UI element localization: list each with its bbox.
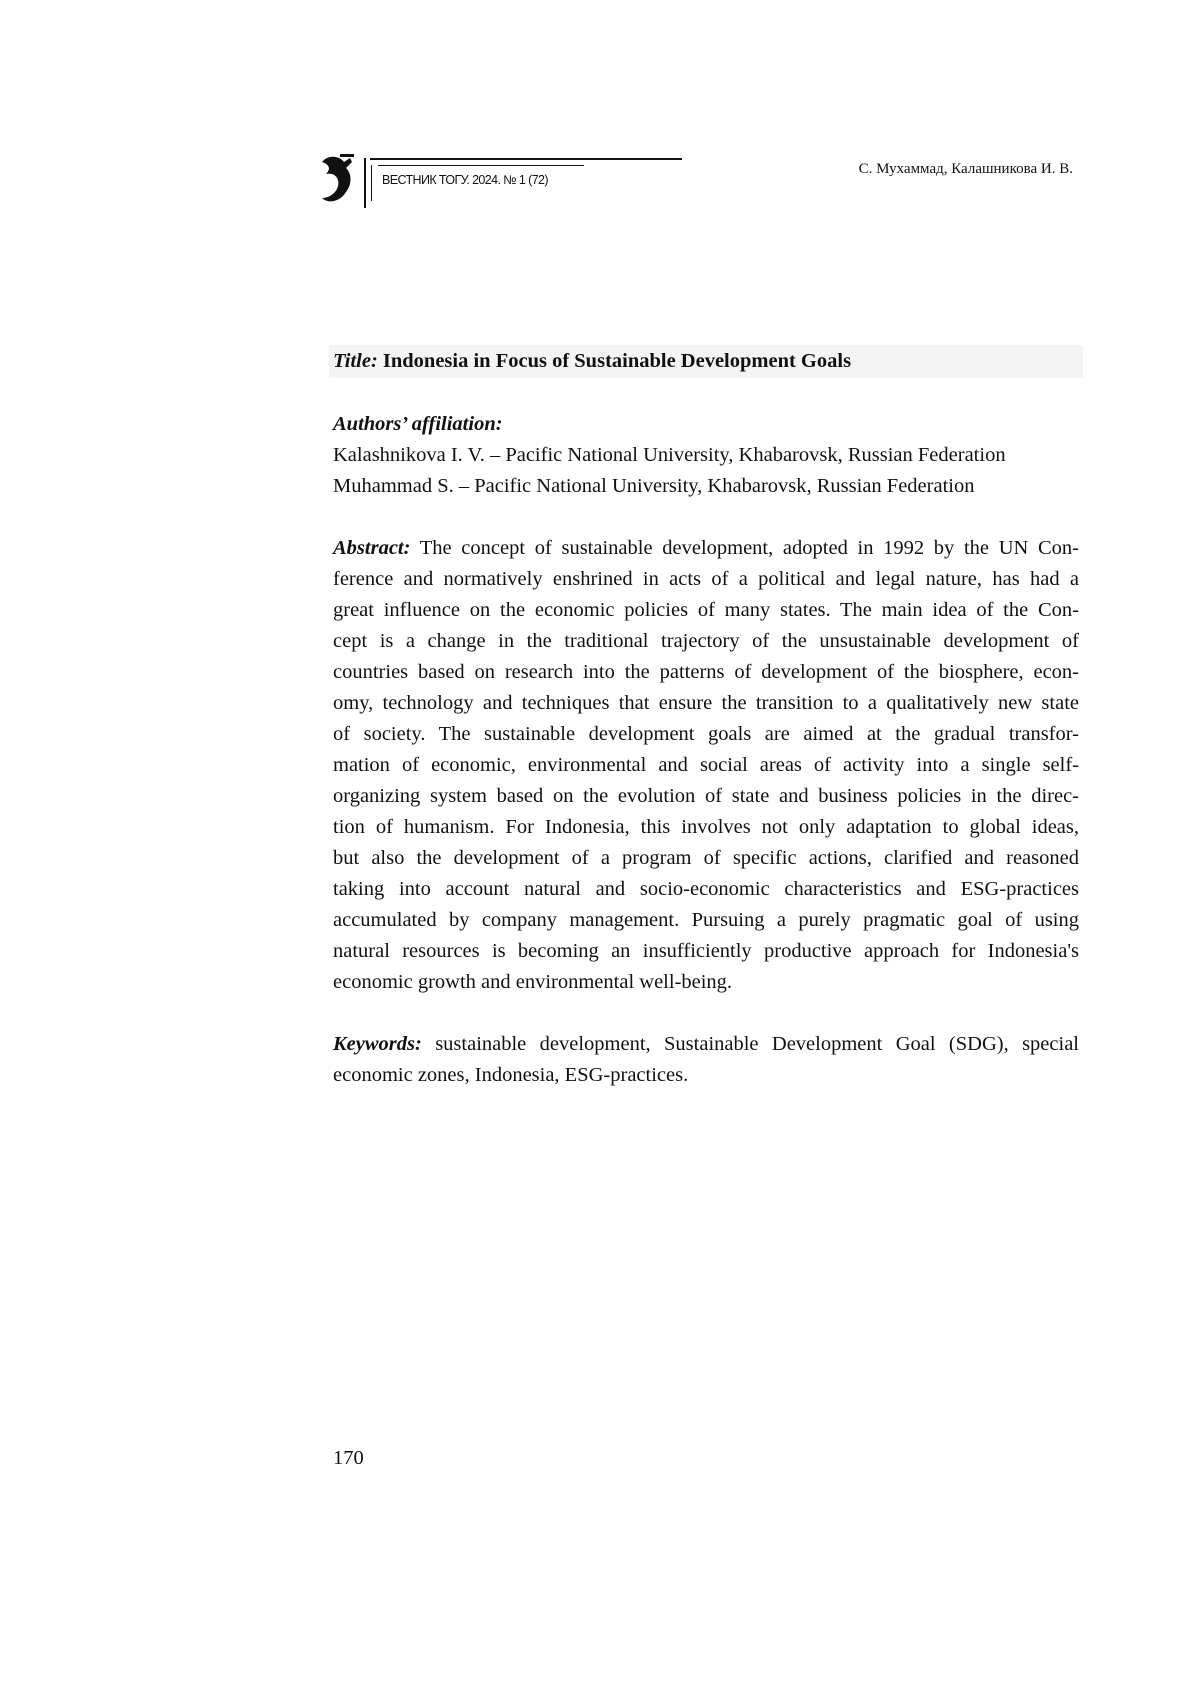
abstract-line: countries based on research into the patterns of development of the biosphere, econ- [333,657,1079,688]
affiliation-line: Kalashnikova I. V. – Pacific National University, Khabarovsk, Russian Federation [333,440,1079,471]
header-vertical-rule [364,158,366,208]
abstract-line: but also the development of a program of specific actions, clarified and reasoned [333,843,1079,874]
keywords-text: sustainable development, Sustainable Development Goal (SDG), special [422,1033,1079,1055]
header-horizontal-rule [370,158,682,160]
abstract-line: organizing system based on the evolution of state and business policies in the direc- [333,781,1079,812]
title-label: Title: [333,350,378,372]
journal-reference: ВЕСТНИК ТОГУ. 2024. № 1 (72) [382,173,548,187]
article-title: Indonesia in Focus of Sustainable Development Goals [383,350,851,372]
journal-logo-icon [318,152,358,208]
abstract-section [333,533,1079,998]
keywords-label: Keywords: [333,1033,422,1055]
abstract-line: taking into account natural and socio-economic characteristics and ESG-practices [333,874,1079,905]
affiliation-label: Authors’ affiliation: [333,409,1079,440]
running-header-authors: С. Мухаммад, Калашникова И. В. [859,161,1073,178]
abstract-line: accumulated by company management. Pursuing a purely pragmatic goal of using [333,905,1079,936]
abstract-line: mation of economic, environmental and social areas of activity into a single self- [333,750,1079,781]
keywords-line: economic zones, Indonesia, ESG-practices. [333,1060,1079,1091]
page-number: 170 [333,1447,364,1470]
abstract-line: cept is a change in the traditional trajectory of the unsustainable development of [333,626,1079,657]
affiliation-line: Muhammad S. – Pacific National University, Khabarovsk, Russian Federation [333,471,1079,502]
abstract-line: ference and normatively enshrined in acts of a political and legal nature, has had a [333,564,1079,595]
abstract-line: economic growth and environmental well-being. [333,967,1079,998]
abstract-line: natural resources is becoming an insufficiently productive approach for Indonesia's [333,936,1079,967]
keywords-section [333,1029,1079,1091]
header-horizontal-rule-inner [378,165,584,166]
article-metadata [333,345,1079,1091]
abstract-text: The concept of sustainable development, adopted in 1992 by the UN Con- [410,537,1079,559]
abstract-line: tion of humanism. For Indonesia, this involves not only adaptation to global ideas, [333,812,1079,843]
affiliation-section [333,409,1079,502]
abstract-line: of society. The sustainable development goals are aimed at the gradual transfor- [333,719,1079,750]
title-row [329,345,1083,378]
abstract-label: Abstract: [333,537,410,559]
abstract-line [333,533,1079,564]
abstract-line: omy, technology and techniques that ensure the transition to a qualitatively new state [333,688,1079,719]
journal-page [0,0,1200,1697]
abstract-line: great influence on the economic policies of many states. The main idea of the Con- [333,595,1079,626]
keywords-line [333,1029,1079,1060]
header-vertical-rule-inner [371,165,372,201]
